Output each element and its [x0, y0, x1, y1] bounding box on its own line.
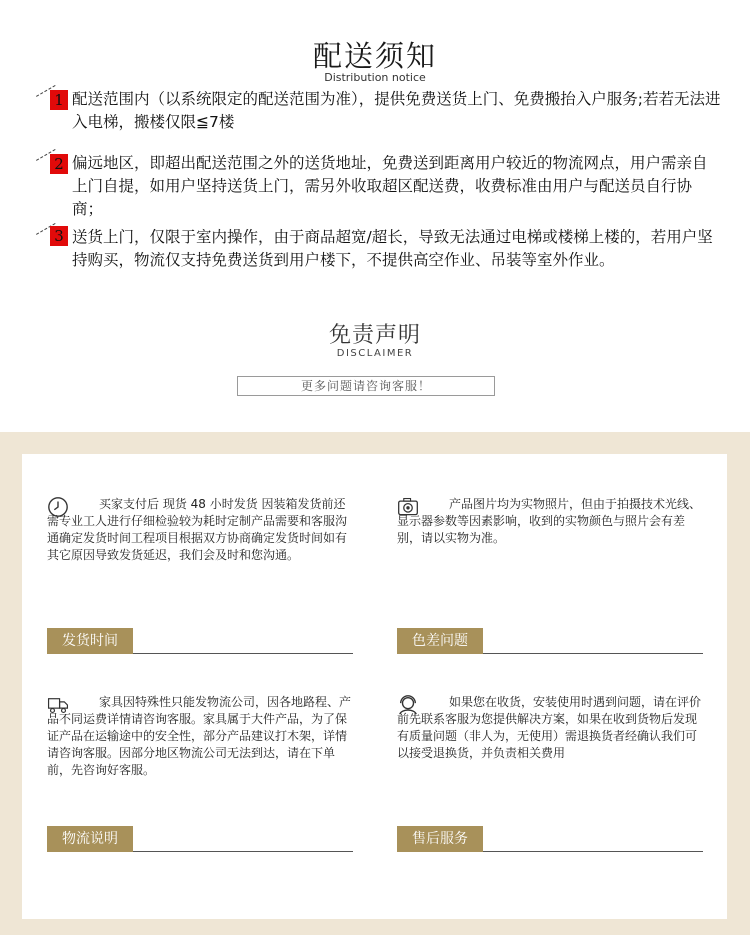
divider [483, 851, 703, 852]
card-text: 家具因特殊性只能发物流公司，因各地路程、产品不同运费详情请咨询客服。家具属于大件产品，为了保证产品在运输途中的安全性，部分产品建议打木架，详情请咨询客服。因部分地区物流公司无法到达，请在下单前，先咨询好客服。 [47, 695, 352, 777]
card-text: 买家支付后 现货 48 小时发货 因装箱发货前还需专业工人进行仔细检验较为耗时定制产品需要和客服沟通确定发货时间工程项目根据双方协商确定发货时间如有其它原因导致发货延迟，我们会及时和您沟通。 [47, 497, 348, 562]
info-panel [22, 454, 727, 919]
divider [133, 851, 353, 852]
number-badge: 1 [50, 90, 68, 110]
contact-service-button[interactable]: 更多问题请咨询客服！ [237, 376, 495, 396]
disclaimer-title: 免责声明 [328, 323, 421, 348]
card-tag: 发货时间 [47, 628, 133, 654]
number-badge: 2 [50, 154, 68, 174]
card-tag: 售后服务 [397, 826, 483, 852]
card-tag: 物流说明 [47, 826, 133, 852]
notice-text: 配送范围内（以系统限定的配送范围为准），提供免费送货上门、免费搬抬入户服务;若若无法进入电梯，搬楼仅限≦7楼 [72, 90, 721, 131]
camera-icon [397, 496, 419, 518]
card-tag: 色差问题 [397, 628, 483, 654]
page-subtitle: Distribution notice [324, 71, 426, 84]
card-text: 产品图片均为实物照片，但由于拍摄技术光线、显示器参数等因素影响，收到的实物颜色与照片会有差别，请以实物为准。 [397, 497, 702, 545]
delivery-notice-section [0, 0, 750, 430]
notice-text: 送货上门，仅限于室内操作，由于商品超宽/超长，导致无法通过电梯或楼梯上楼的，若用户坚持购买，物流仅支持免费送货到用户楼下，不提供高空作业、吊装等室外作业。 [72, 228, 713, 269]
service-icon [397, 694, 419, 716]
notice-text: 偏远地区，即超出配送范围之外的送货地址，免费送到距离用户较近的物流网点，用户需亲自上门自提，如用户坚持送货上门，需另外收取超区配送费，收费标准由用户与配送员自行协商； [72, 154, 708, 218]
info-section [0, 432, 750, 935]
divider [483, 653, 703, 654]
number-badge: 3 [50, 226, 68, 246]
divider [133, 653, 353, 654]
page-title: 配送须知 [312, 39, 437, 73]
disclaimer-subtitle: DISCLAIMER [336, 348, 414, 359]
card-text: 如果您在收货，安装使用时遇到问题，请在评价前先联系客服为您提供解决方案，如果在收到货物后发现有质量问题（非人为，无使用）需退换货者经确认我们可以接受退换货，并负责相关费用 [397, 695, 702, 760]
truck-icon [47, 694, 69, 716]
clock-icon [47, 496, 69, 518]
